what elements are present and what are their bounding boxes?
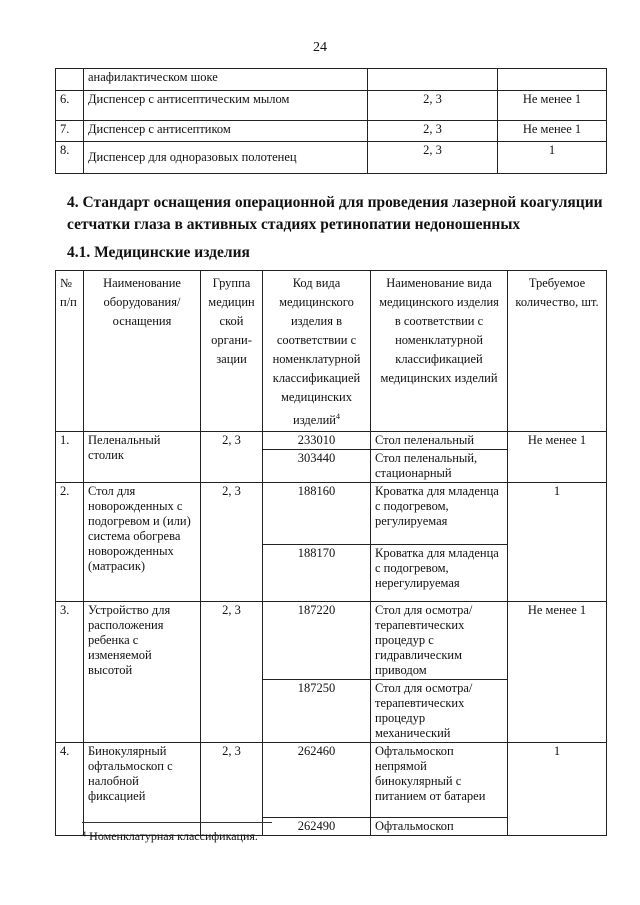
row-number: 8. [56, 142, 84, 174]
organization-group: 2, 3 [201, 602, 263, 743]
footnote-divider [82, 822, 272, 823]
header-code-text: Код вида медицинского изделия в соответствии с номенклатурной классификацией медицинских изделий [272, 276, 361, 428]
device-code: 262490 [263, 818, 371, 836]
device-code: 187250 [263, 680, 371, 743]
header-group: Группа медицин ской органи-зации [201, 271, 263, 432]
equipment-name: Бинокулярный офтальмоскоп с налобной фиксацией [84, 743, 201, 836]
table-row [56, 483, 607, 545]
equipment-name: Пеленальный столик [84, 432, 201, 483]
footnote: ⁴ Номенклатурная классификация. [82, 829, 258, 843]
equipment-name: Устройство для расположения ребенка с изменяемой высотой [84, 602, 201, 743]
device-kind-name: Офтальмоскоп [371, 818, 508, 836]
device-code: 188170 [263, 545, 371, 602]
device-code: 262460 [263, 743, 371, 818]
required-quantity: 1 [508, 483, 607, 602]
header-name: Наименование оборудования/ оснащения [84, 271, 201, 432]
device-code: 303440 [263, 450, 371, 483]
row-number [56, 69, 84, 91]
table-row [56, 121, 607, 142]
organization-group: 2, 3 [201, 483, 263, 602]
organization-group: 2, 3 [201, 432, 263, 483]
table-row [56, 432, 607, 450]
organization-group: 2, 3 [368, 121, 498, 142]
device-kind-name: Кроватка для младенца с подогревом, регулируемая [371, 483, 508, 545]
required-quantity: 1 [508, 743, 607, 836]
table-header-row [56, 271, 607, 432]
required-quantity: Не менее 1 [508, 602, 607, 743]
organization-group: 2, 3 [201, 743, 263, 836]
footnote-ref: 4 [335, 412, 340, 421]
row-number: 2. [56, 483, 84, 602]
row-number: 1. [56, 432, 84, 483]
table-row [56, 142, 607, 174]
required-quantity: 1 [498, 142, 607, 174]
table-row [56, 743, 607, 818]
device-code: 233010 [263, 432, 371, 450]
medical-devices-table [55, 270, 607, 836]
header-qty: Требуемое количество, шт. [508, 271, 607, 432]
row-number: 6. [56, 91, 84, 121]
required-quantity [498, 69, 607, 91]
equipment-name: анафилактическом шоке [84, 69, 368, 91]
organization-group: 2, 3 [368, 91, 498, 121]
row-number: 7. [56, 121, 84, 142]
equipment-name: Диспенсер с антисептиком [84, 121, 368, 142]
device-kind-name: Стол для осмотра/ терапевтических процедур механический [371, 680, 508, 743]
required-quantity: Не менее 1 [498, 91, 607, 121]
device-kind-name: Кроватка для младенца с подогревом, нерегулируемая [371, 545, 508, 602]
table-row [56, 69, 607, 91]
section-title: 4. Стандарт оснащения операционной для проведения лазерной коагуляции сетчатки глаза в активных стадиях ретинопатии недоношенных [67, 194, 603, 233]
subsection-title: 4.1. Медицинские изделия [67, 244, 250, 261]
organization-group: 2, 3 [368, 142, 498, 174]
page-number: 24 [313, 40, 327, 55]
table-row [56, 91, 607, 121]
device-kind-name: Стол для осмотра/ терапевтических процедур с гидравлическим приводом [371, 602, 508, 680]
row-number: 3. [56, 602, 84, 743]
device-code: 187220 [263, 602, 371, 680]
header-code [263, 271, 371, 432]
device-kind-name: Стол пеленальный, стационарный [371, 450, 508, 483]
equipment-name: Диспенсер для одноразовых полотенец [84, 142, 368, 174]
equipment-name: Диспенсер с антисептическим мылом [84, 91, 368, 121]
header-kind: Наименование вида медицинского изделия в соответствии с номенклатурной классификацией медицинских изделий [371, 271, 508, 432]
equipment-name: Стол для новорожденных с подогревом и (или) система обогрева новорожденных (матрасик) [84, 483, 201, 602]
device-kind-name: Стол пеленальный [371, 432, 508, 450]
previous-equipment-table [55, 68, 607, 174]
required-quantity: Не менее 1 [508, 432, 607, 483]
row-number: 4. [56, 743, 84, 836]
header-num: № п/п [56, 271, 84, 432]
device-code: 188160 [263, 483, 371, 545]
organization-group [368, 69, 498, 91]
required-quantity: Не менее 1 [498, 121, 607, 142]
device-kind-name: Офтальмоскоп непрямой бинокулярный с питанием от батареи [371, 743, 508, 818]
table-row [56, 602, 607, 680]
